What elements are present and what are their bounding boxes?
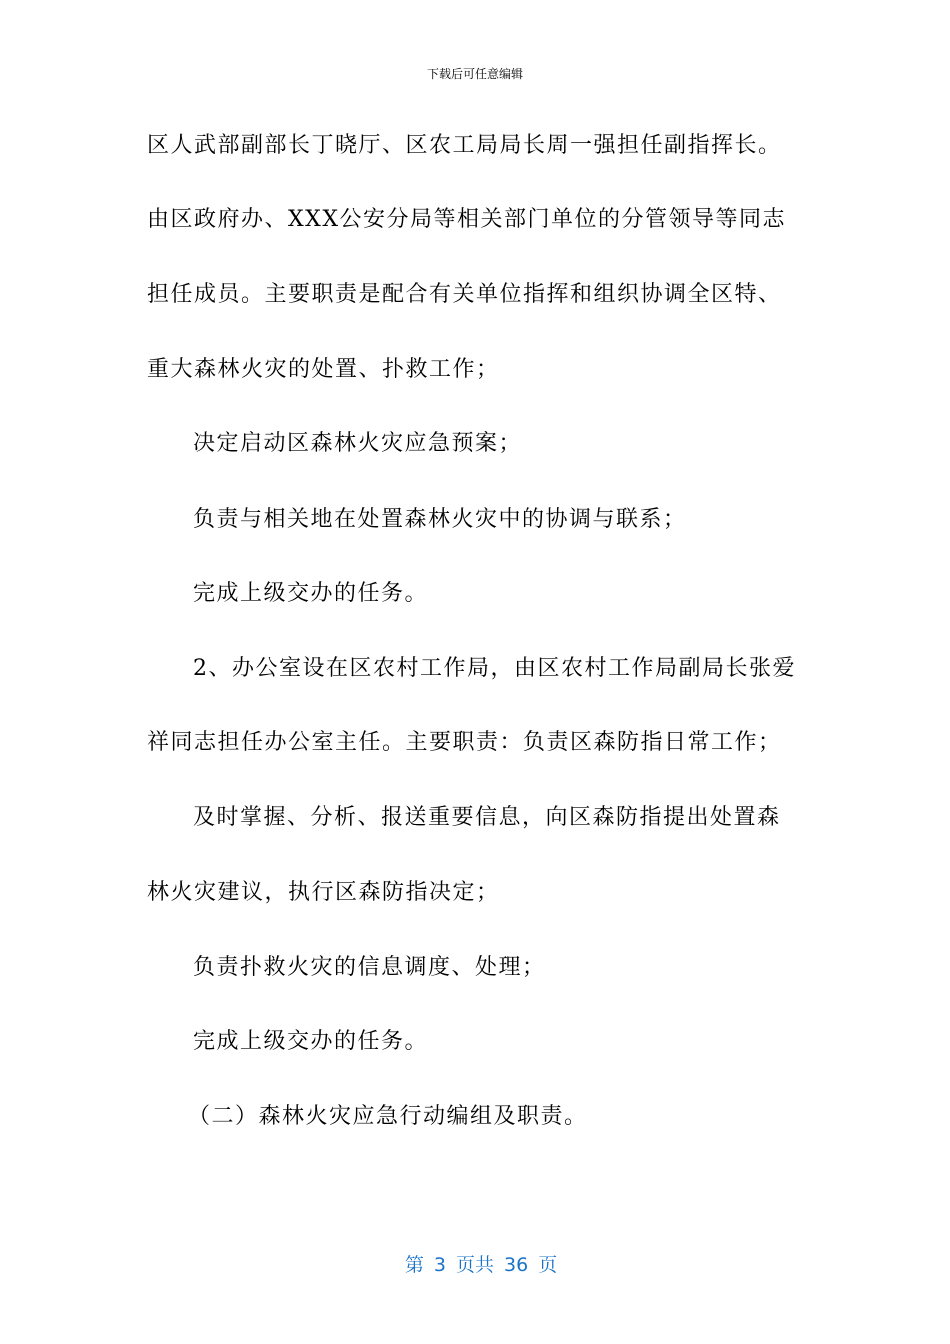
footer-total-pages: 36 [504,1254,529,1276]
body-line-7: 完成上级交办的任务。 [193,581,429,606]
body-line-3: 担任成员。主要职责是配合有关单位指挥和组织协调全区特、 [147,282,782,307]
body-line-8: 2、办公室设在区农村工作局，由区农村工作局副局长张爱 [193,656,796,681]
footer-middle: 页共 [455,1254,494,1276]
page-header: 下载后可任意编辑 [426,67,523,81]
page-footer [0,1226,950,1278]
body-line-12: 负责扑救火灾的信息调度、处理； [193,955,546,980]
section-heading: （二）森林火灾应急行动编组及职责。 [188,1104,588,1129]
body-line-4: 重大森林火灾的处置、扑救工作； [147,357,500,382]
body-line-2: 由区政府办、XXX公安分局等相关部门单位的分管领导等同志 [147,207,786,232]
body-line-11: 林火灾建议，执行区森防指决定； [147,880,500,905]
body-line-9: 祥同志担任办公室主任。主要职责：负责区森防指日常工作； [147,730,782,755]
footer-page-number: 3 [433,1254,446,1276]
footer-prefix: 第 [404,1254,424,1276]
body-line-13: 完成上级交办的任务。 [193,1029,429,1054]
body-line-5: 决定启动区森林火灾应急预案； [193,431,523,456]
footer-suffix: 页 [538,1254,558,1276]
body-line-10: 及时掌握、分析、报送重要信息，向区森防指提出处置森 [193,805,781,830]
body-line-1: 区人武部副部长丁晓厅、区农工局局长周一强担任副指挥长。 [147,133,782,158]
body-line-6: 负责与相关地在处置森林火灾中的协调与联系； [193,507,687,532]
